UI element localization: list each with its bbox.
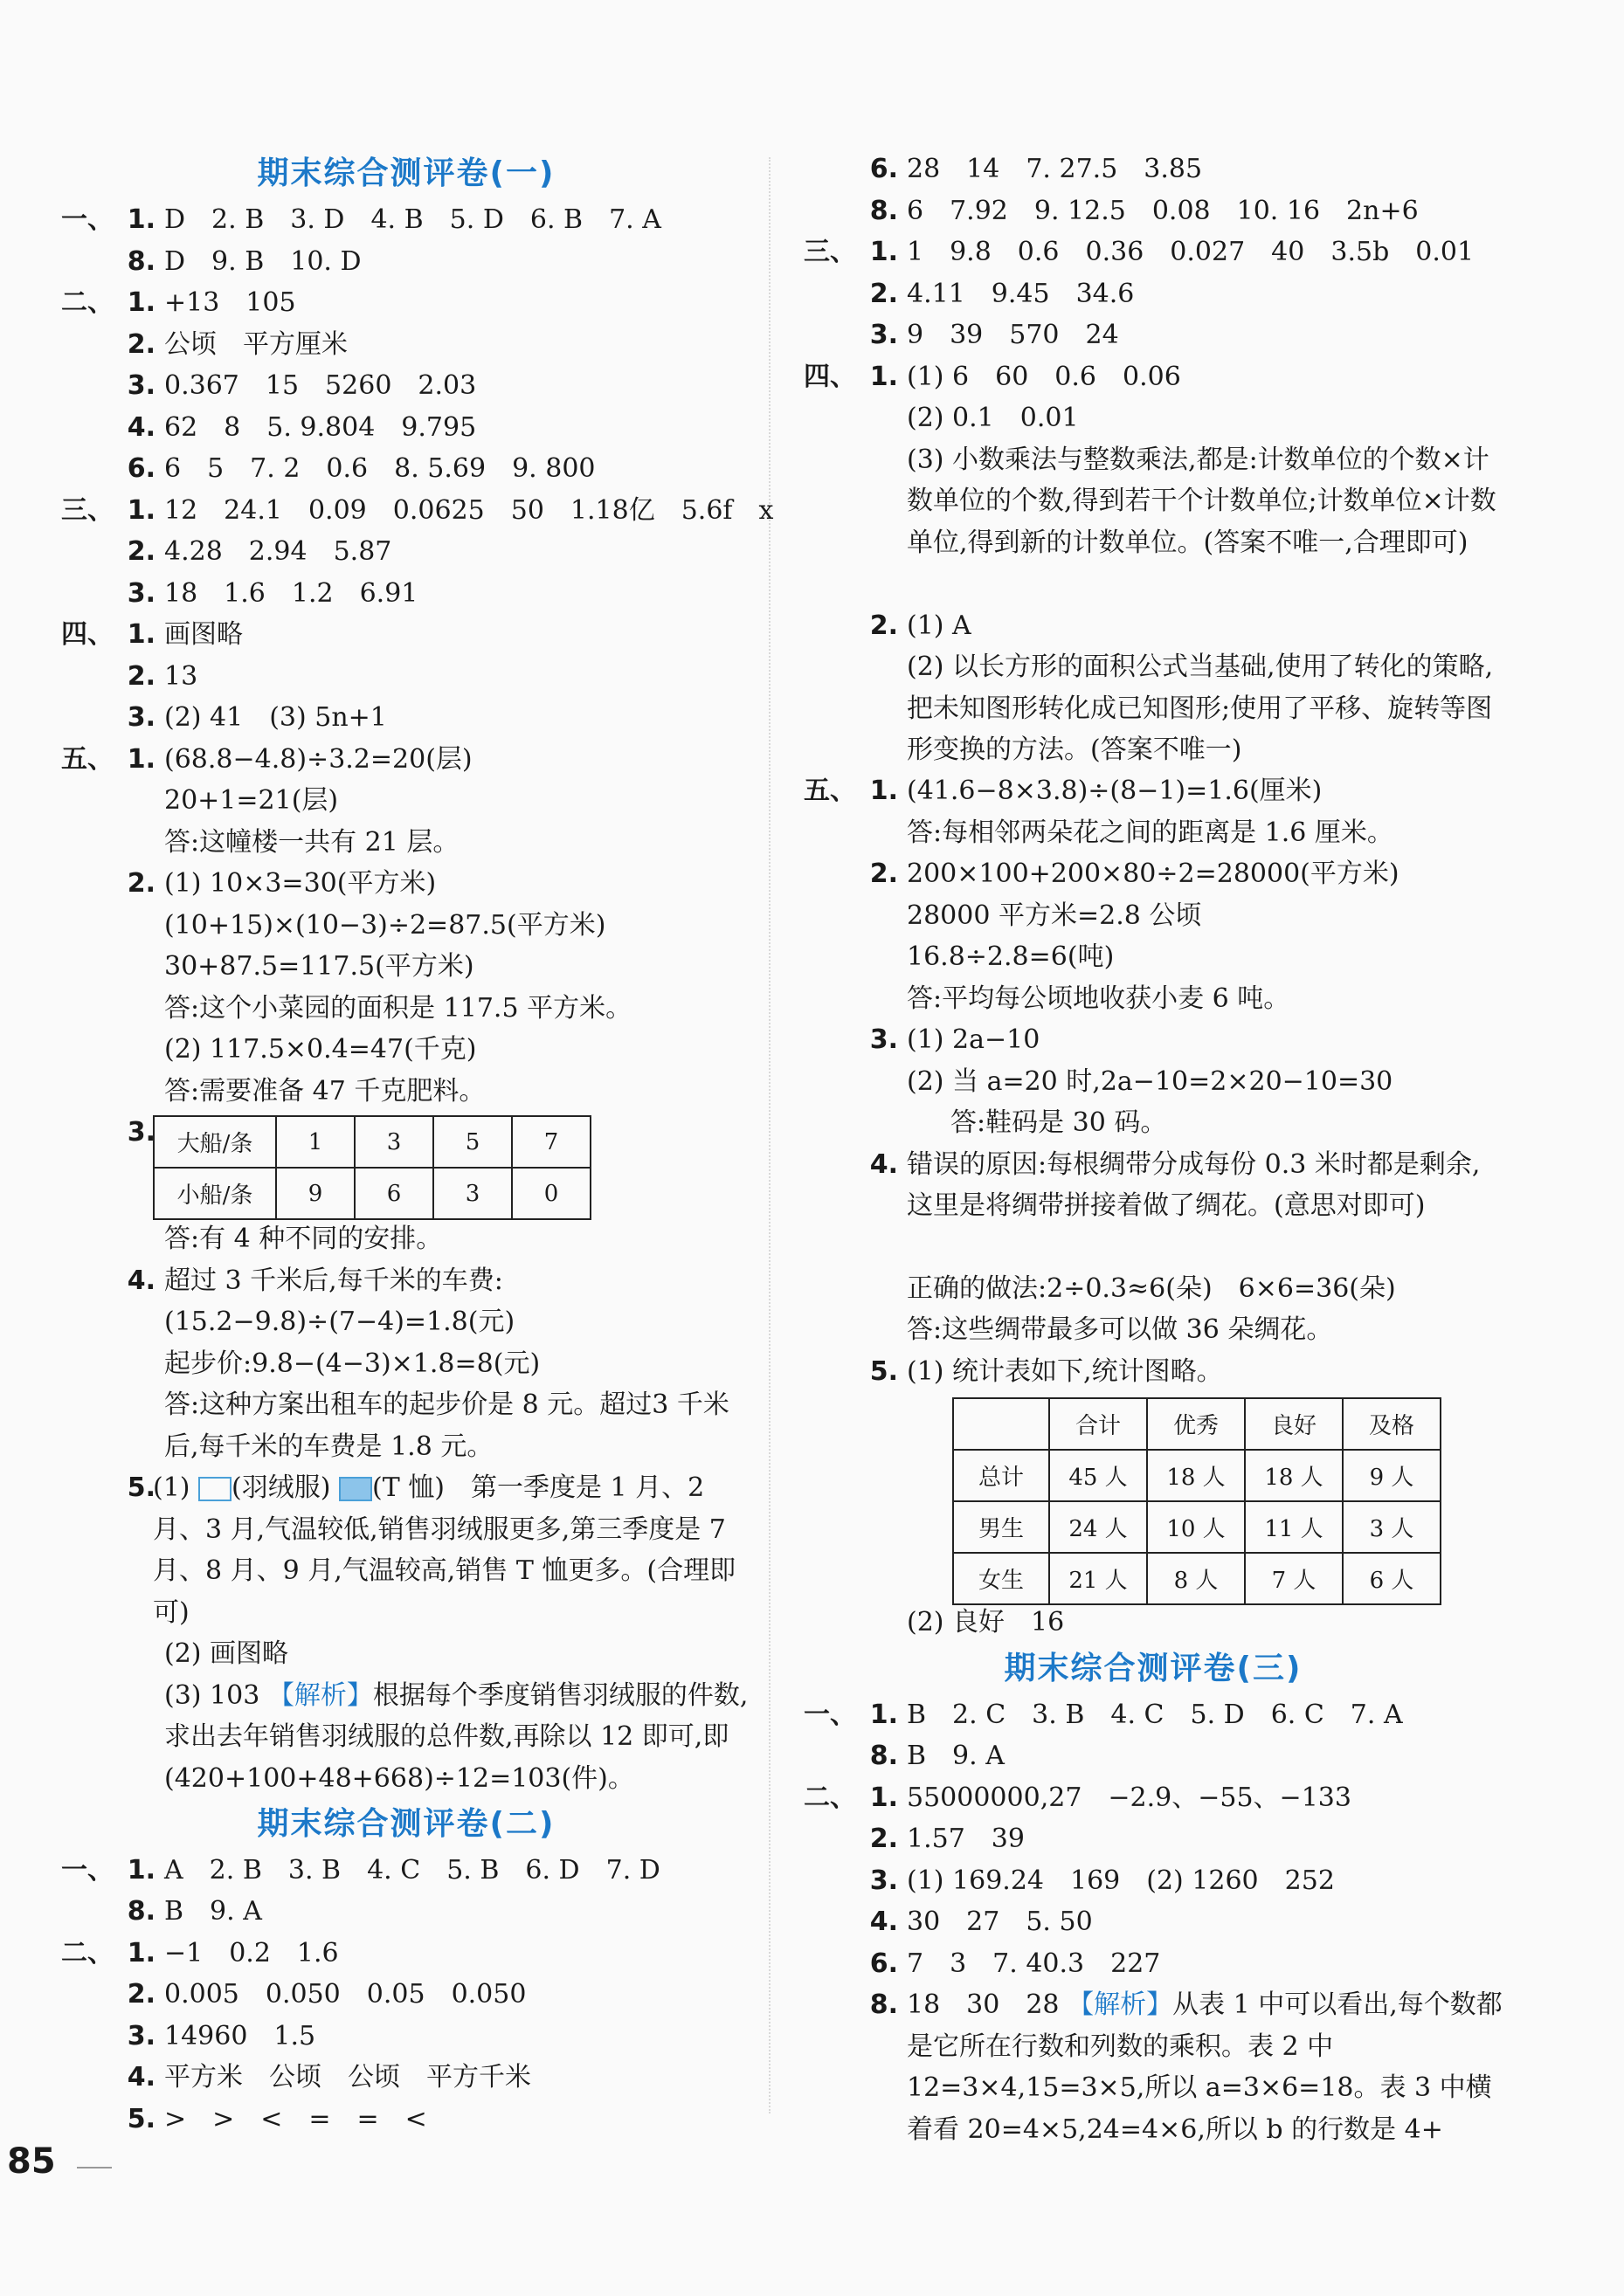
answer-line: 8. 6 7.92 9. 12.5 0.08 10. 16 2n+6	[869, 195, 1419, 226]
answer-line: 4. 平方米 公顷 公顷 平方千米	[127, 2062, 531, 2093]
column-divider	[769, 157, 771, 2113]
legend-empty-box-icon	[198, 1477, 232, 1501]
answer-line: (15.2−9.8)÷(7−4)=1.8(元)	[164, 1307, 515, 1337]
answer-line: 答:每相邻两朵花之间的距离是 1.6 厘米。	[907, 817, 1393, 848]
answer-line: 20+1=21(层)	[164, 785, 339, 816]
stats-table	[952, 1397, 1441, 1605]
table-row: 男生 24 人 10 人 11 人 3 人	[953, 1501, 1441, 1553]
answer-line: 30+87.5=117.5(平方米)	[164, 951, 474, 982]
answer-line: 3. 0.367 15 5260 2.03	[127, 370, 477, 401]
answer-line: 答:这幢楼一共有 21 层。	[164, 826, 460, 858]
answer-line: 五、 1. (41.6−8×3.8)÷(8−1)=1.6(厘米)	[804, 776, 1323, 806]
answer-line: 3. 18 1.6 1.2 6.91	[127, 577, 418, 609]
answer-line: 8. 18 30 28 【解析】从表 1 中可以看出,每个数都是它所在行数和列数的乘积。表 2 中 12=3×4,15=3×5,所以 a=3×6=18。表 3 中横着看 20=4×5,24=4×6,所以 b 的行数是 4+	[869, 1989, 1503, 2145]
answer-line: 8. D 9. B 10. D	[127, 245, 362, 277]
answer-line: 8. B 9. A	[869, 1741, 1005, 1771]
table-row: 小船/条 9 6 3 0	[154, 1168, 591, 1219]
stats-table-block	[804, 1392, 1503, 1602]
analysis-tag: 【解析】	[267, 1679, 373, 1711]
boat-table-block: 3. 大船/条 1 3 5 7 小船/条 9 6 3 0	[61, 1112, 751, 1218]
legend-filled-box-icon	[339, 1477, 372, 1501]
answer-line: 2. 200×100+200×80÷2=28000(平方米)	[869, 858, 1399, 889]
answer-line: 2. (1) 10×3=30(平方米)	[127, 868, 437, 899]
answer-line: 4. 超过 3 千米后,每千米的车费:	[127, 1265, 503, 1296]
answer-line: (10+15)×(10−3)÷2=87.5(平方米)	[164, 909, 606, 941]
answer-line: 2. 1.57 39	[869, 1824, 1025, 1854]
answer-line: (2) 117.5×0.4=47(千克)	[164, 1034, 477, 1065]
answer-line: 答:这种方案出租车的起步价是 8 元。超过3 千米后,每千米的车费是 1.8 元。	[164, 1389, 729, 1462]
answer-line: 答:需要准备 47 千克肥料。	[164, 1075, 486, 1107]
answer-line: 5. (1) 统计表如下,统计图略。	[869, 1355, 1223, 1387]
answer-line: 答:这些绸带最多可以做 36 朵绸花。	[907, 1314, 1333, 1345]
answer-line: 3. (2) 41 (3) 5n+1	[127, 702, 387, 733]
answer-line: 2. 13	[127, 660, 198, 692]
answer-line: (2) 良好 16	[907, 1607, 1065, 1638]
table-row: 女生 21 人 8 人 7 人 6 人	[953, 1553, 1441, 1604]
table-row: 总计 45 人 18 人 18 人 9 人	[953, 1450, 1441, 1501]
answer-line: 28000 平方米=2.8 公顷	[907, 900, 1202, 931]
page-number-rule	[77, 2167, 112, 2168]
answer-line: (2) 0.1 0.01	[907, 403, 1079, 433]
left-column	[61, 148, 774, 2140]
answer-line: 一、 1. A 2. B 3. B 4. C 5. B 6. D 7. D	[61, 1854, 660, 1886]
answer-line: 3. (1) 2a−10	[869, 1024, 1040, 1055]
answer-line: 三、 1. 1 9.8 0.6 0.36 0.027 40 3.5b 0.01	[804, 237, 1475, 267]
analysis-tag: 【解析】	[1068, 1989, 1173, 2020]
table-row: 合计 优秀 良好 及格	[953, 1398, 1441, 1450]
answer-line: (2) 当 a=20 时,2a−10=2×20−10=30	[907, 1065, 1393, 1097]
section-title-3: 期末综合测评卷(三)	[1004, 1650, 1303, 1686]
answer-line: 3. (1) 169.24 169 (2) 1260 252	[869, 1865, 1335, 1896]
page-number: 85	[7, 2141, 56, 2182]
answer-line: (2) 画图略	[164, 1638, 289, 1669]
answer-line: 四、 1. 画图略	[61, 619, 243, 650]
answer-line: 三、 1. 12 24.1 0.09 0.0625 50 1.18亿 5.6f x	[61, 494, 774, 526]
answer-line: 一、 1. D 2. B 3. D 4. B 5. D 6. B 7. A	[61, 204, 661, 235]
answer-line: 一、 1. B 2. C 3. B 4. C 5. D 6. C 7. A	[804, 1699, 1403, 1730]
answer-line: 6. 6 5 7. 2 0.6 8. 5.69 9. 800	[127, 453, 596, 484]
answer-line: 正确的做法:2÷0.3≈6(朵) 6×6=36(朵)	[907, 1272, 1396, 1304]
answer-line: 2. 0.005 0.050 0.05 0.050	[127, 1979, 527, 2010]
answer-line: 6. 7 3 7. 40.3 227	[869, 1948, 1161, 1979]
answer-line: 2. (1) A	[869, 610, 971, 641]
answer-line: 答:鞋码是 30 码。	[950, 1107, 1167, 1138]
answer-line: 5. (1) (羽绒服) (T 恤) 第一季度是 1 月、2 月、3 月,气温较低,销售羽绒服更多,第三季度是 7 月、8 月、9 月,气温较高,销售 T 恤更多。(合理即可)	[127, 1472, 736, 1628]
answer-line: (3) 103 【解析】根据每个季度销售羽绒服的件数,求出去年销售羽绒服的总件数,再除以 12 即可,即(420+100+48+668)÷12=103(件)。	[164, 1679, 749, 1794]
answer-line: (2) 以长方形的面积公式当基础,使用了转化的策略,把未知图形转化成已知图形;使用了平移、旋转等图形变换的方法。(答案不唯一)	[907, 652, 1494, 765]
answer-line: 二、 1. +13 105	[61, 287, 296, 318]
answer-line: 二、 1. −1 0.2 1.6	[61, 1937, 339, 1968]
answer-line: 4. 62 8 5. 9.804 9.795	[127, 411, 477, 443]
answer-line: 6. 28 14 7. 27.5 3.85	[869, 154, 1203, 184]
answer-line: 5. > > < = = <	[127, 2103, 427, 2134]
answer-line: 2. 4.11 9.45 34.6	[869, 278, 1135, 309]
answer-line: 4. 错误的原因:每根绸带分成每份 0.3 米时都是剩余,这里是将绸带拼接着做了绸花。(意思对即可)	[869, 1148, 1481, 1221]
answer-line: 答:有 4 种不同的安排。	[164, 1224, 443, 1254]
answer-line: 4. 30 27 5. 50	[869, 1906, 1093, 1937]
answer-line: 五、 1. (68.8−4.8)÷3.2=20(层)	[61, 743, 473, 775]
answer-line: 3. 9 39 570 24	[869, 320, 1119, 350]
answer-line: 16.8÷2.8=6(吨)	[907, 941, 1115, 972]
answer-line: (3) 小数乘法与整数乘法,都是:计数单位的个数×计数单位的个数,得到若干个计数单位;计数单位×计数单位,得到新的计数单位。(答案不唯一,合理即可)	[907, 444, 1496, 558]
answer-line: 8. B 9. A	[127, 1896, 262, 1927]
section-title-2: 期末综合测评卷(二)	[257, 1805, 556, 1842]
table-row: 大船/条 1 3 5 7	[154, 1116, 591, 1168]
answer-line: 3. 14960 1.5	[127, 2020, 316, 2051]
answer-line: 起步价:9.8−(4−3)×1.8=8(元)	[164, 1348, 541, 1379]
answer-line: 2. 公顷 平方厘米	[127, 328, 348, 360]
answer-line: 二、 1. 55000000,27 −2.9、−55、−133	[804, 1782, 1351, 1813]
right-column	[804, 148, 1503, 2150]
boat-table	[153, 1115, 591, 1220]
answer-line: 答:这个小菜园的面积是 117.5 平方米。	[164, 992, 632, 1024]
answer-line: 答:平均每公顷地收获小麦 6 吨。	[907, 983, 1290, 1014]
answer-line: 2. 4.28 2.94 5.87	[127, 536, 392, 567]
section-title-1: 期末综合测评卷(一)	[257, 155, 556, 191]
answer-line: 四、 1. (1) 6 60 0.6 0.06	[804, 361, 1181, 392]
